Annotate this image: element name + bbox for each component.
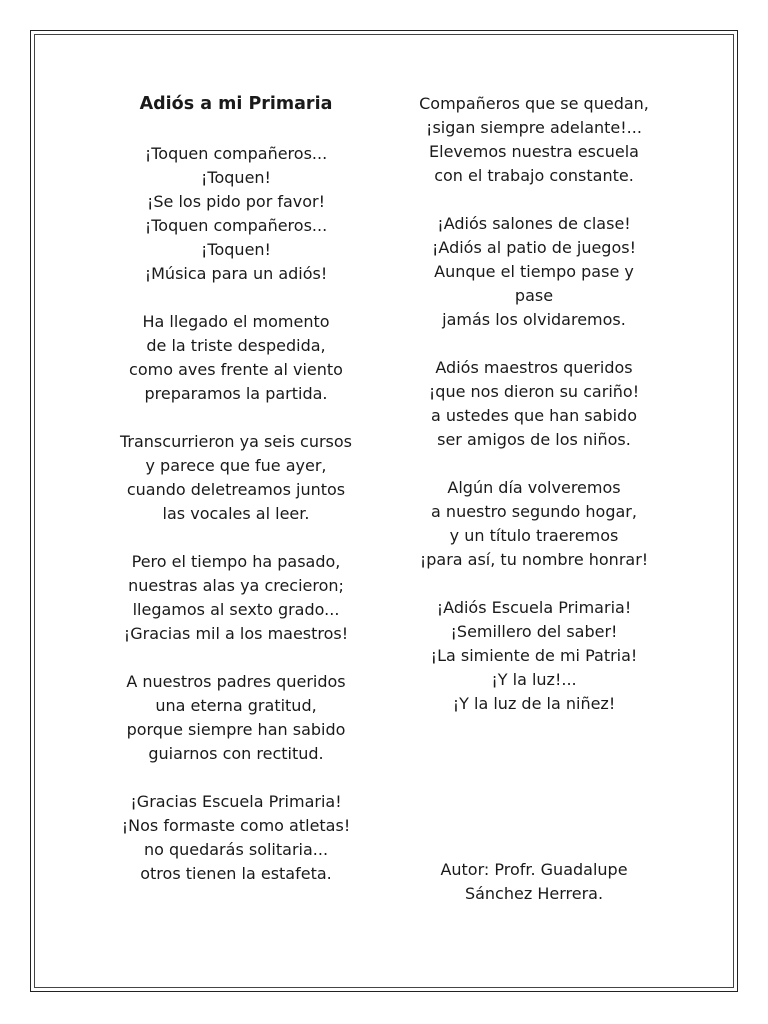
poem-line: ¡Toquen compañeros...: [144, 144, 328, 163]
poem-column-left: [100, 92, 372, 910]
poem-line: Adiós maestros queridos: [435, 358, 633, 377]
poem-line: Algún día volveremos: [447, 478, 621, 497]
poem-line: ¡Toquen!: [201, 168, 271, 187]
poem-line: cuando deletreamos juntos: [126, 480, 346, 499]
poem-line: ¡Gracias Escuela Primaria!: [130, 792, 342, 811]
stanza: [100, 430, 372, 526]
stanza: [100, 142, 372, 286]
poem-line: ¡Adiós Escuela Primaria!: [436, 598, 632, 617]
poem-line: Pero el tiempo ha pasado,: [131, 552, 341, 571]
stanza: [398, 356, 670, 452]
stanza: [398, 212, 670, 332]
poem-line: con el trabajo constante.: [434, 166, 634, 185]
poem-line: otros tienen la estafeta.: [140, 864, 332, 883]
poem-line: ¡Nos formaste como atletas!: [121, 816, 351, 835]
poem-line: ¡que nos dieron su cariño!: [428, 382, 640, 401]
poem-line: ¡Adiós salones de clase!: [437, 214, 631, 233]
stanza: [100, 670, 372, 766]
poem-line: llegamos al sexto grado...: [132, 600, 340, 619]
poem-line: A nuestros padres queridos: [126, 672, 346, 691]
author-line: Autor: Profr. Guadalupe: [440, 860, 628, 879]
poem-line: ¡Toquen compañeros...: [144, 216, 328, 235]
poem-line: ¡Semillero del saber!: [450, 622, 618, 641]
stanza: [398, 596, 670, 716]
poem-line: a ustedes que han sabido: [431, 406, 637, 425]
poem-line: ¡Adiós al patio de juegos!: [432, 238, 636, 257]
poem-line: y parece que fue ayer,: [145, 456, 327, 475]
poem-line: una eterna gratitud,: [155, 696, 317, 715]
stanza: [100, 310, 372, 406]
poem-line: Transcurrieron ya seis cursos: [119, 432, 352, 451]
poem-line: jamás los olvidaremos.: [442, 310, 626, 329]
poem-line: y un título traeremos: [449, 526, 619, 545]
poem-line: guiarnos con rectitud.: [148, 744, 324, 763]
left-stanzas: [100, 142, 372, 886]
stanza: [398, 476, 670, 572]
poem-line: ¡para así, tu nombre honrar!: [419, 550, 649, 569]
poem-line: ¡Se los pido por favor!: [146, 192, 326, 211]
poem-line: ¡Música para un adiós!: [144, 264, 328, 283]
poem-line: Compañeros que se quedan,: [419, 94, 649, 113]
right-stanzas: [398, 92, 670, 716]
poem-line: como aves frente al viento: [129, 360, 343, 379]
poem-line: a nuestro segundo hogar,: [431, 502, 637, 521]
poem-line: de la triste despedida,: [146, 336, 326, 355]
poem-line: Elevemos nuestra escuela: [429, 142, 639, 161]
poem-line: Ha llegado el momento: [142, 312, 330, 331]
poem-line: preparamos la partida.: [144, 384, 328, 403]
poem-title: Adiós a mi Primaria: [139, 94, 333, 114]
poem-line: ¡Y la luz de la niñez!: [452, 694, 616, 713]
poem-author: [398, 858, 670, 906]
poem-line: ¡sigan siempre adelante!...: [426, 118, 642, 137]
poem-line: porque siempre han sabido: [126, 720, 346, 739]
stanza: [398, 92, 670, 188]
author-line: Sánchez Herrera.: [464, 884, 604, 903]
poem-line: ¡La simiente de mi Patria!: [430, 646, 638, 665]
stanza: [100, 790, 372, 886]
poem-line: ¡Y la luz!...: [491, 670, 577, 689]
poem-line: ser amigos de los niños.: [437, 430, 631, 449]
poem-column-right: [398, 92, 670, 740]
poem-line: ¡Gracias mil a los maestros!: [123, 624, 349, 643]
poem-line: nuestras alas ya crecieron;: [128, 576, 344, 595]
poem-line: Aunque el tiempo pase y: [434, 262, 634, 281]
stanza: [100, 550, 372, 646]
poem-line: no quedarás solitaria...: [143, 840, 329, 859]
poem-line: pase: [514, 286, 554, 305]
poem-line: las vocales al leer.: [162, 504, 310, 523]
poem-line: ¡Toquen!: [201, 240, 271, 259]
